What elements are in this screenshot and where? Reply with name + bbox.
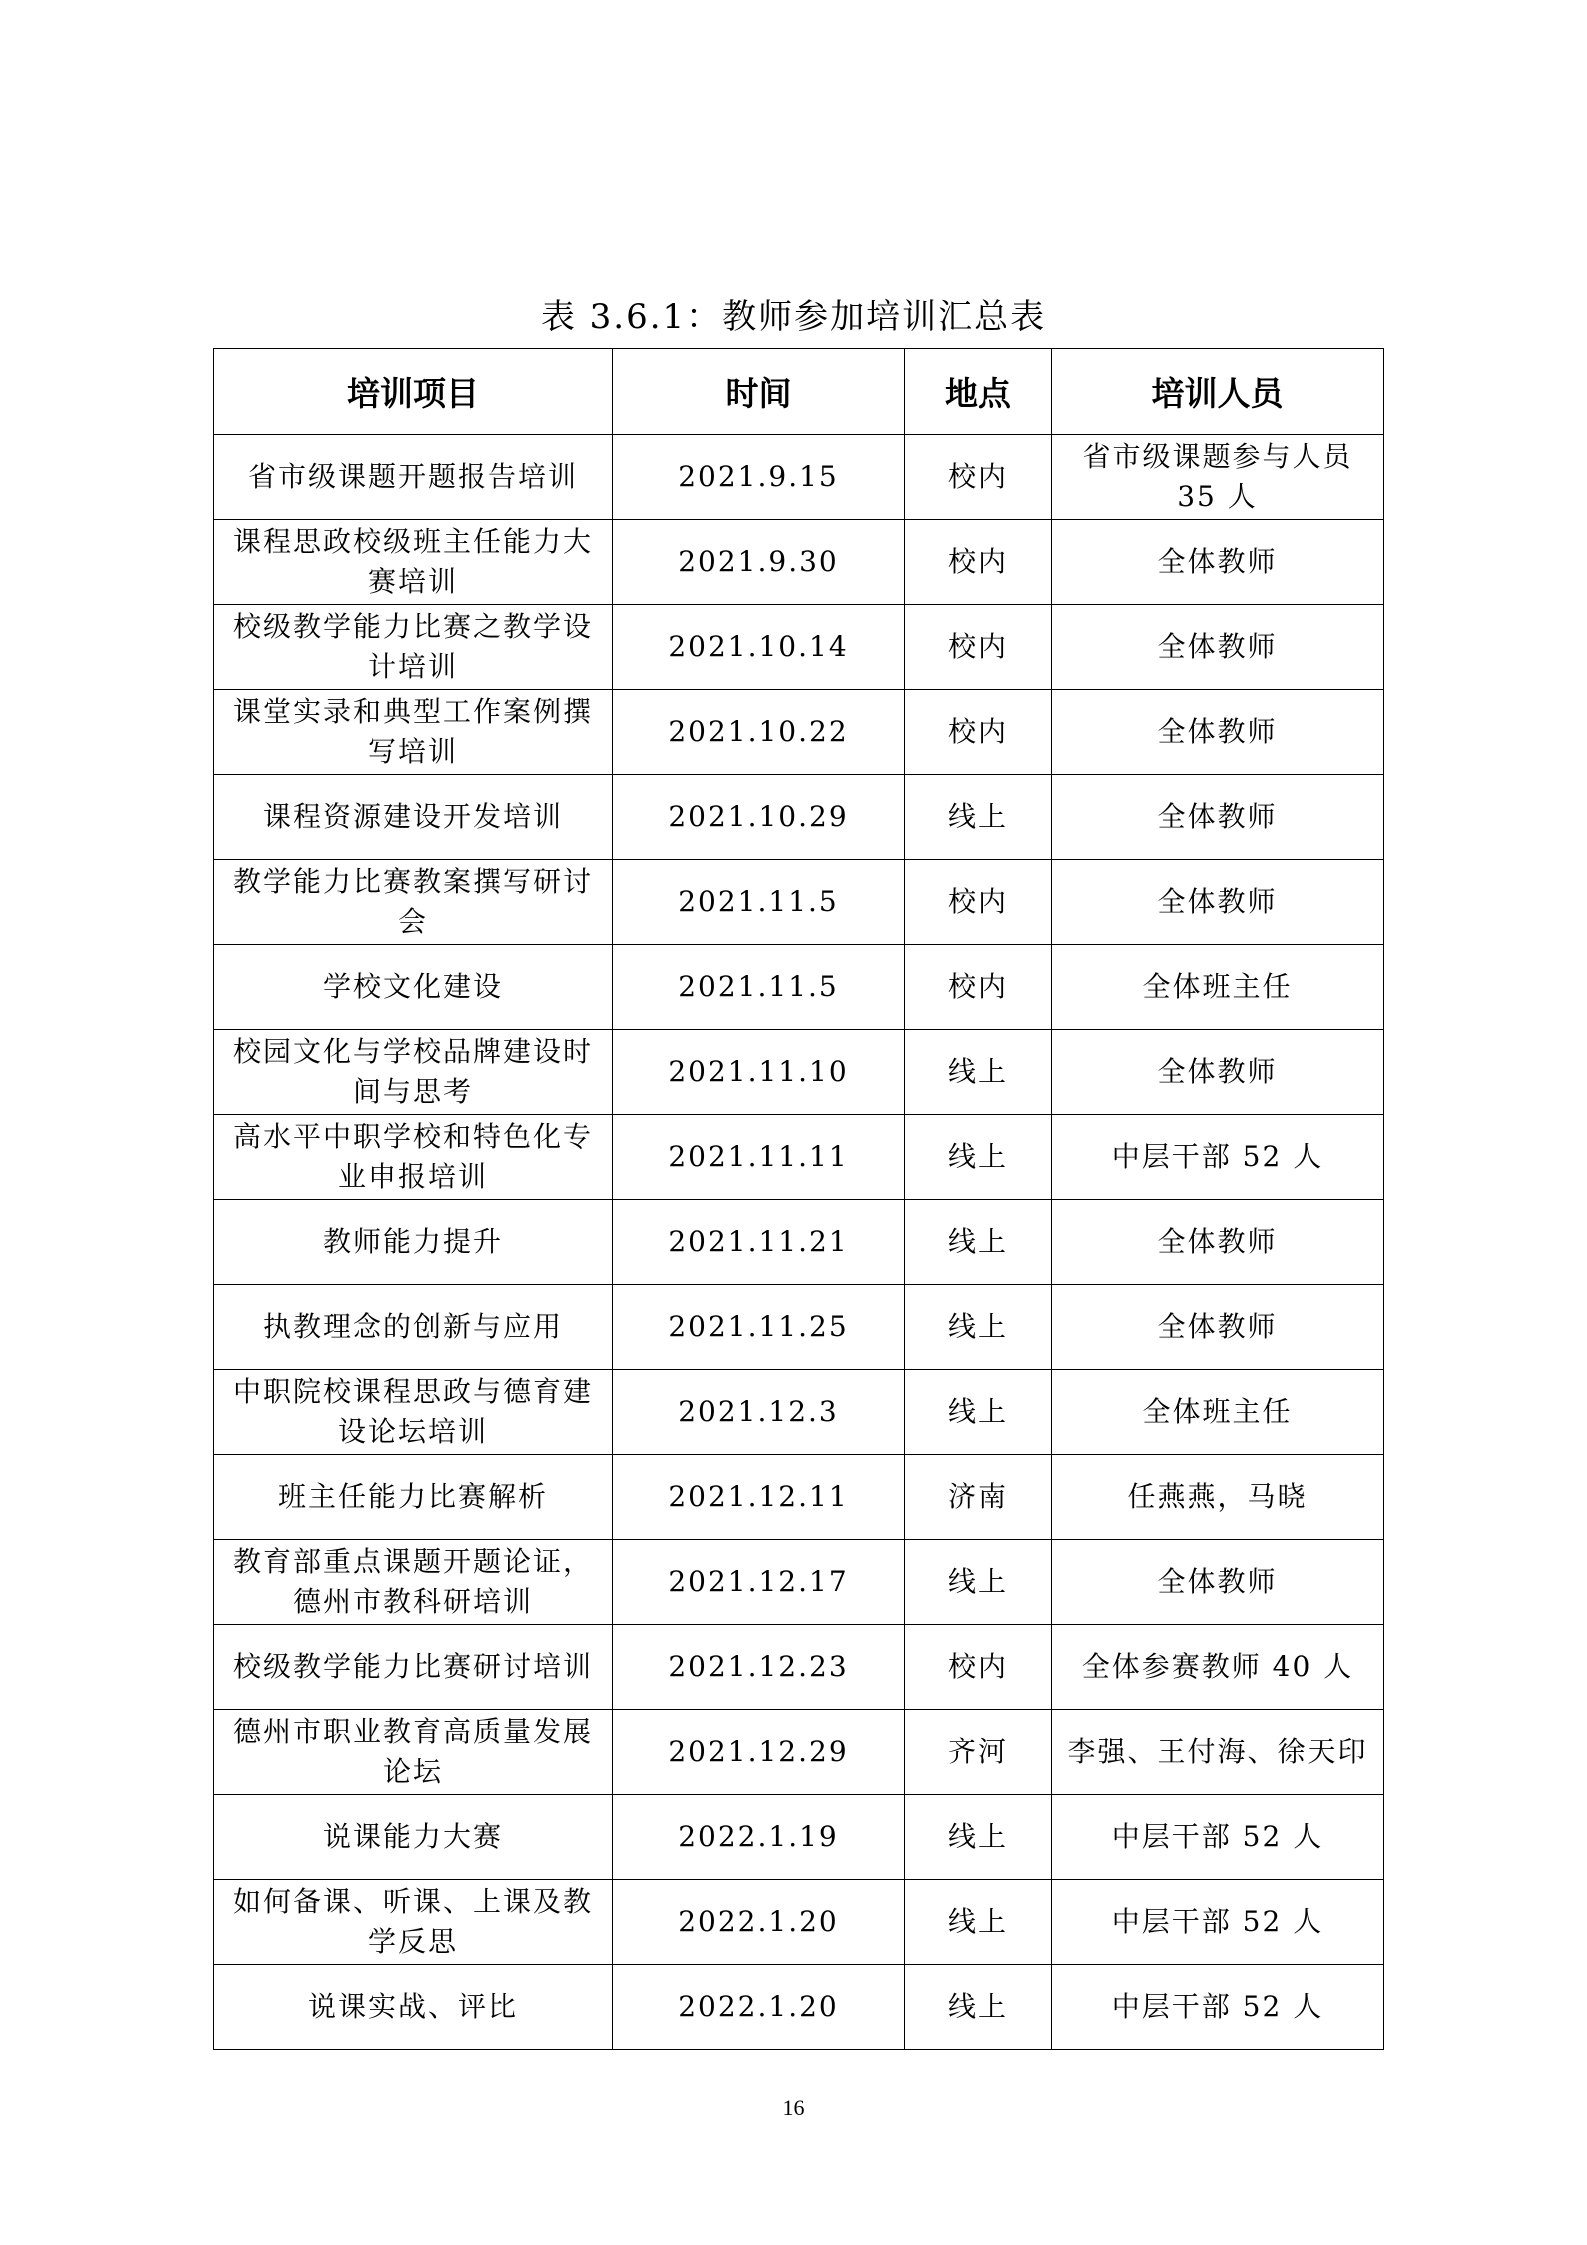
cell-location: 线上 bbox=[905, 1370, 1052, 1455]
cell-time: 2022.1.20 bbox=[613, 1880, 905, 1965]
cell-training-item: 高水平中职学校和特色化专业申报培训 bbox=[214, 1115, 613, 1200]
table-row bbox=[214, 1115, 1384, 1200]
cell-location: 线上 bbox=[905, 1285, 1052, 1370]
cell-participants: 全体教师 bbox=[1052, 860, 1384, 945]
table-row bbox=[214, 1795, 1384, 1880]
cell-training-item: 教育部重点课题开题论证，德州市教科研培训 bbox=[214, 1540, 613, 1625]
cell-time: 2021.12.3 bbox=[613, 1370, 905, 1455]
cell-location: 校内 bbox=[905, 520, 1052, 605]
cell-participants: 省市级课题参与人员 35 人 bbox=[1052, 435, 1384, 520]
cell-location: 线上 bbox=[905, 1115, 1052, 1200]
cell-time: 2021.12.23 bbox=[613, 1625, 905, 1710]
cell-training-item: 校级教学能力比赛研讨培训 bbox=[214, 1625, 613, 1710]
cell-time: 2021.12.29 bbox=[613, 1710, 905, 1795]
table-row bbox=[214, 435, 1384, 520]
table-row bbox=[214, 1285, 1384, 1370]
table-row bbox=[214, 605, 1384, 690]
cell-participants: 全体教师 bbox=[1052, 605, 1384, 690]
cell-location: 校内 bbox=[905, 1625, 1052, 1710]
cell-participants: 全体教师 bbox=[1052, 1285, 1384, 1370]
cell-participants: 全体教师 bbox=[1052, 1540, 1384, 1625]
table-row bbox=[214, 1625, 1384, 1710]
cell-time: 2021.11.5 bbox=[613, 945, 905, 1030]
table-row bbox=[214, 860, 1384, 945]
training-summary-table bbox=[213, 348, 1384, 2050]
table-row bbox=[214, 1880, 1384, 1965]
cell-time: 2021.11.11 bbox=[613, 1115, 905, 1200]
cell-participants: 中层干部 52 人 bbox=[1052, 1795, 1384, 1880]
cell-location: 齐河 bbox=[905, 1710, 1052, 1795]
training-summary-table-container bbox=[213, 348, 1383, 2050]
cell-location: 校内 bbox=[905, 945, 1052, 1030]
table-row bbox=[214, 1200, 1384, 1285]
cell-location: 线上 bbox=[905, 775, 1052, 860]
cell-time: 2021.9.30 bbox=[613, 520, 905, 605]
cell-location: 校内 bbox=[905, 860, 1052, 945]
header-location: 地点 bbox=[905, 349, 1052, 435]
cell-training-item: 教师能力提升 bbox=[214, 1200, 613, 1285]
cell-location: 校内 bbox=[905, 605, 1052, 690]
cell-participants: 中层干部 52 人 bbox=[1052, 1965, 1384, 2050]
table-row bbox=[214, 775, 1384, 860]
cell-participants: 全体教师 bbox=[1052, 775, 1384, 860]
cell-training-item: 中职院校课程思政与德育建设论坛培训 bbox=[214, 1370, 613, 1455]
cell-time: 2021.9.15 bbox=[613, 435, 905, 520]
table-header-row bbox=[214, 349, 1384, 435]
cell-training-item: 德州市职业教育高质量发展论坛 bbox=[214, 1710, 613, 1795]
cell-location: 线上 bbox=[905, 1200, 1052, 1285]
cell-participants: 全体班主任 bbox=[1052, 945, 1384, 1030]
table-row bbox=[214, 1710, 1384, 1795]
cell-participants: 全体参赛教师 40 人 bbox=[1052, 1625, 1384, 1710]
table-row bbox=[214, 1965, 1384, 2050]
cell-training-item: 说课实战、评比 bbox=[214, 1965, 613, 2050]
cell-training-item: 说课能力大赛 bbox=[214, 1795, 613, 1880]
cell-training-item: 教学能力比赛教案撰写研讨会 bbox=[214, 860, 613, 945]
header-training-item: 培训项目 bbox=[214, 349, 613, 435]
table-row bbox=[214, 1370, 1384, 1455]
cell-location: 济南 bbox=[905, 1455, 1052, 1540]
cell-training-item: 学校文化建设 bbox=[214, 945, 613, 1030]
cell-time: 2021.12.11 bbox=[613, 1455, 905, 1540]
cell-location: 线上 bbox=[905, 1795, 1052, 1880]
table-row bbox=[214, 690, 1384, 775]
cell-time: 2021.10.14 bbox=[613, 605, 905, 690]
cell-time: 2022.1.19 bbox=[613, 1795, 905, 1880]
table-row bbox=[214, 945, 1384, 1030]
page-number: 16 bbox=[782, 2095, 805, 2120]
cell-participants: 李强、王付海、徐天印 bbox=[1052, 1710, 1384, 1795]
cell-training-item: 课程资源建设开发培训 bbox=[214, 775, 613, 860]
cell-training-item: 班主任能力比赛解析 bbox=[214, 1455, 613, 1540]
cell-participants: 全体教师 bbox=[1052, 1030, 1384, 1115]
header-time: 时间 bbox=[613, 349, 905, 435]
cell-training-item: 如何备课、听课、上课及教学反思 bbox=[214, 1880, 613, 1965]
cell-location: 线上 bbox=[905, 1965, 1052, 2050]
cell-participants: 任燕燕，马晓 bbox=[1052, 1455, 1384, 1540]
cell-time: 2021.11.21 bbox=[613, 1200, 905, 1285]
cell-training-item: 校级教学能力比赛之教学设计培训 bbox=[214, 605, 613, 690]
cell-training-item: 省市级课题开题报告培训 bbox=[214, 435, 613, 520]
cell-participants: 中层干部 52 人 bbox=[1052, 1115, 1384, 1200]
cell-participants: 全体班主任 bbox=[1052, 1370, 1384, 1455]
cell-training-item: 课程思政校级班主任能力大赛培训 bbox=[214, 520, 613, 605]
cell-time: 2021.10.29 bbox=[613, 775, 905, 860]
cell-location: 线上 bbox=[905, 1540, 1052, 1625]
cell-time: 2021.11.5 bbox=[613, 860, 905, 945]
table-row bbox=[214, 1030, 1384, 1115]
cell-location: 校内 bbox=[905, 690, 1052, 775]
cell-time: 2021.12.17 bbox=[613, 1540, 905, 1625]
cell-location: 线上 bbox=[905, 1030, 1052, 1115]
cell-participants: 全体教师 bbox=[1052, 1200, 1384, 1285]
cell-location: 校内 bbox=[905, 435, 1052, 520]
cell-participants: 全体教师 bbox=[1052, 520, 1384, 605]
cell-location: 线上 bbox=[905, 1880, 1052, 1965]
table-row bbox=[214, 520, 1384, 605]
cell-time: 2022.1.20 bbox=[613, 1965, 905, 2050]
cell-time: 2021.11.25 bbox=[613, 1285, 905, 1370]
cell-time: 2021.11.10 bbox=[613, 1030, 905, 1115]
cell-training-item: 课堂实录和典型工作案例撰写培训 bbox=[214, 690, 613, 775]
cell-training-item: 执教理念的创新与应用 bbox=[214, 1285, 613, 1370]
table-title: 表 3.6.1：教师参加培训汇总表 bbox=[540, 297, 1047, 337]
cell-training-item: 校园文化与学校品牌建设时间与思考 bbox=[214, 1030, 613, 1115]
header-participants: 培训人员 bbox=[1052, 349, 1384, 435]
table-row bbox=[214, 1540, 1384, 1625]
table-row bbox=[214, 1455, 1384, 1540]
cell-time: 2021.10.22 bbox=[613, 690, 905, 775]
table-body bbox=[214, 435, 1384, 2050]
cell-participants: 中层干部 52 人 bbox=[1052, 1880, 1384, 1965]
cell-participants: 全体教师 bbox=[1052, 690, 1384, 775]
